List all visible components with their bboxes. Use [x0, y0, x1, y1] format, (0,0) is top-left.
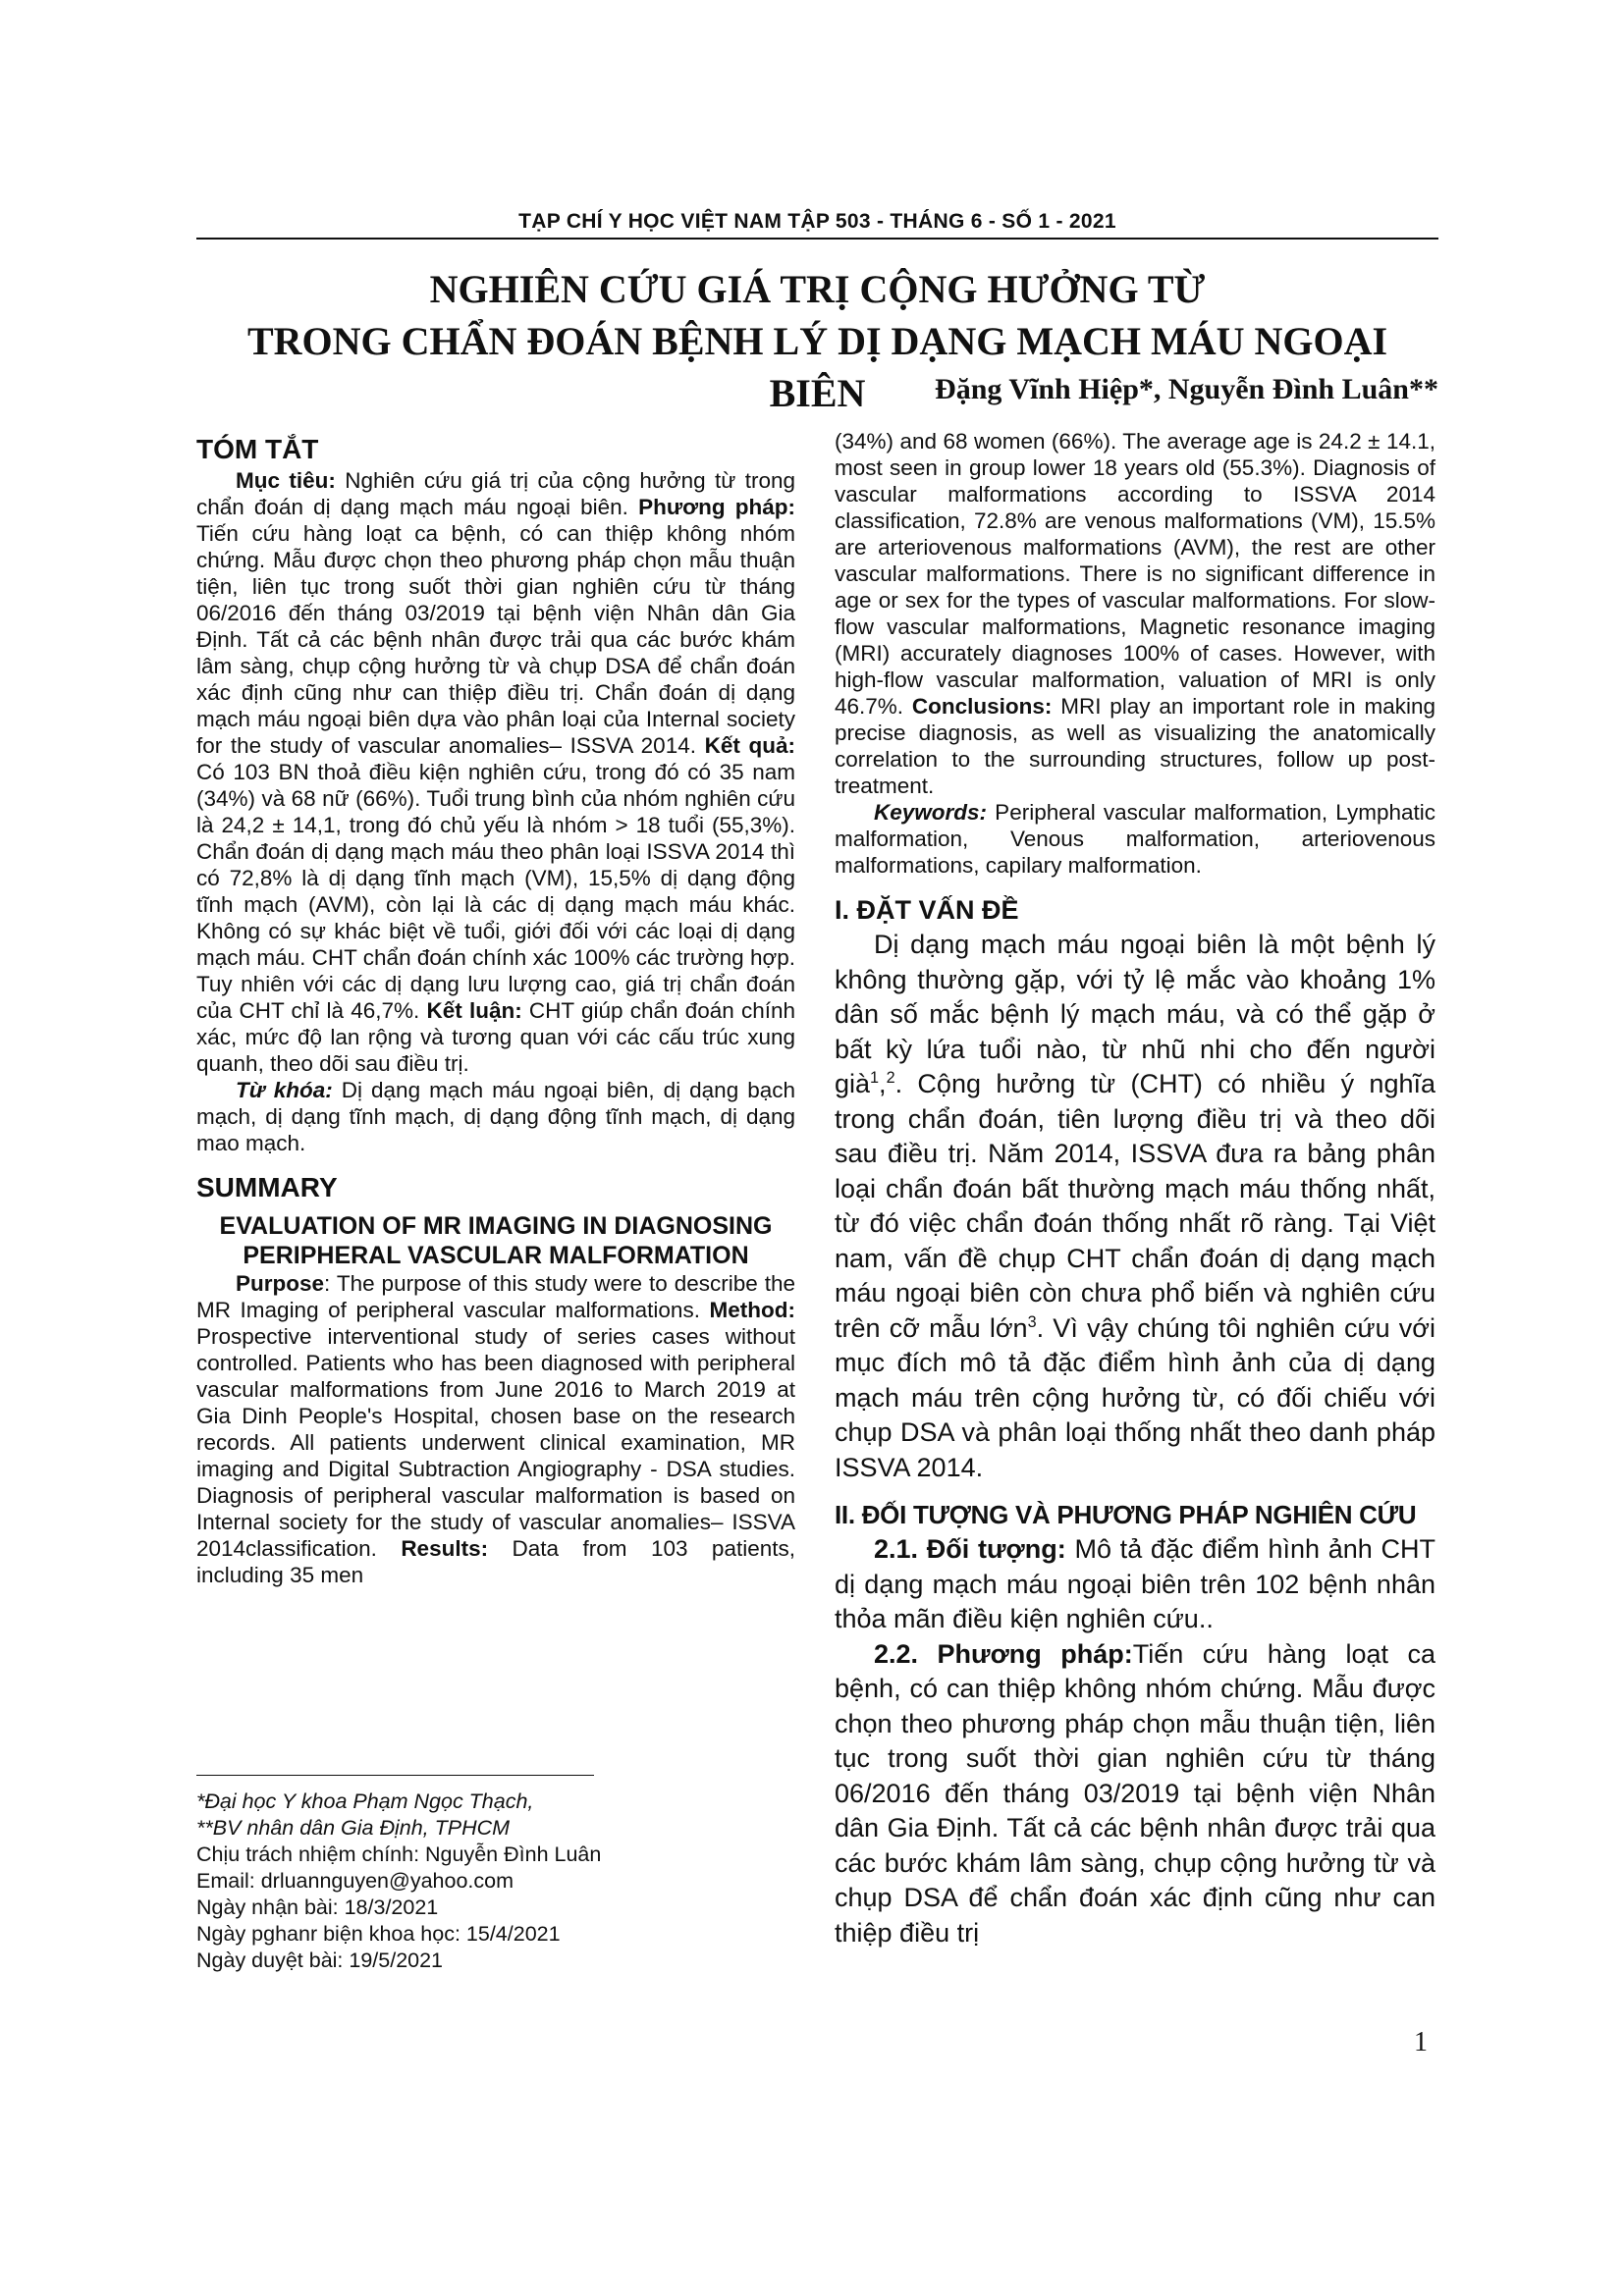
section-2-2-paragraph — [835, 1637, 1435, 1951]
conclusions-text: MRI play an important role in making precise diagnosis, as well as visualizing the anatomically correlation to the surrounding structures, follow up post- treatment. — [835, 694, 1435, 798]
method-label: Phương pháp: — [638, 495, 795, 519]
email: Email: drluannguyen@yahoo.com — [196, 1869, 514, 1893]
section-1-text-2: . Cộng hưởng từ (CHT) có nhiều ý nghĩa trong chẩn đoán, tiên lượng điều trị và theo dõi sau điều trị. Năm 2014, ISSVA đưa ra bảng phân loại chẩn đoán bất thường mạch máu thống nhất, từ đó việc chẩn đoán thống nhất rõ ràng. Tại Việt nam, vấn đề chụp CHT chẩn đoán dị dạng mạch máu ngoại biên còn chưa phổ biến và nghiên cứu trên cỡ mẫu lớn — [835, 1069, 1435, 1343]
method-en-label: Method: — [709, 1298, 795, 1322]
summary-title: EVALUATION OF MR IMAGING IN DIAGNOSING PERIPHERAL VASCULAR MALFORMATION — [219, 1212, 773, 1269]
results-en-text-2: (34%) and 68 women (66%). The average age is 24.2 ± 14.1, most seen in group lower 18 years old (55.3%). Diagnosis of vascular malformations according to ISSVA 2014 classification, 72.8% are venous malformations (VM), 15.5% are arteriovenous malformations (AVM), the rest are other vascular malformations. There is no significant difference in age or sex for the types of vascular malformations. For slow- flow vascular malformations, Magnetic resonance imaging (MRI) accurately diagnoses 100% of cases. However, with high-flow vascular malformation, valuation of MRI is only 46.7%. — [835, 429, 1435, 719]
title-line-2: TRONG CHẨN ĐOÁN BỆNH LÝ DỊ DẠNG MẠCH MÁU NGOẠI BIÊN — [246, 319, 1388, 415]
corresponding-author: Chịu trách nhiệm chính: Nguyễn Đình Luân — [196, 1842, 602, 1866]
objective-text: Nghiên cứu giá trị của cộng hưởng từ trong chẩn đoán dị dạng mạch máu ngoại biên. — [196, 468, 795, 519]
purpose-text: : The purpose of this study were to describe the MR Imaging of peripheral vascular malformations. — [196, 1271, 795, 1322]
objective-label: Mục tiêu: — [236, 468, 336, 493]
results-text: Có 103 BN thoả điều kiện nghiên cứu, trong đó có 35 nam (34%) và 68 nữ (66%). Tuổi trung bình của nhóm nghiên cứu là 24,2 ± 14,1, trong đó chủ yếu là nhóm > 18 tuổi (55,3%). Chẩn đoán dị dạng mạch máu theo phân loại ISSVA 2014 thì có 72,8% là dị dạng tĩnh mạch (VM), 15,5% dị dạng động tĩnh mạch (AVM), còn lại là các dị dạng mạch máu khác. Không có sự khác biệt về tuổi, giới đối với các loại dị dạng mạch máu. CHT chẩn đoán chính xác 100% các trường hợp. Tuy nhiên với các dị dạng lưu lượng cao, giá trị chẩn đoán của CHT chỉ là 46,7%. — [196, 760, 795, 1023]
keywords-vi — [196, 1077, 795, 1156]
abstract-vi-body — [196, 467, 795, 1077]
keywords-en-text: Peripheral vascular malformation, Lymphatic malformation, Venous malformation, arteriovenous malformations, capilary malformation. — [835, 800, 1435, 878]
summary-heading: SUMMARY — [196, 1172, 338, 1202]
abstract-en-continued — [835, 428, 1435, 799]
section-2-heading: II. ĐỐI TƯỢNG VÀ PHƯƠNG PHÁP NGHIÊN CỨU — [835, 1500, 1417, 1529]
conclusion-label: Kết luận: — [426, 998, 522, 1023]
affiliation-1: *Đại học Y khoa Phạm Ngọc Thạch, — [196, 1789, 534, 1813]
citation-2: 2 — [886, 1069, 895, 1087]
keywords-en-label: Keywords: — [874, 800, 988, 825]
footnotes — [196, 1789, 795, 1974]
section-1-text-1: Dị dạng mạch máu ngoại biên là một bệnh lý không thường gặp, với tỷ lệ mắc vào khoảng 1% dân số mắc bệnh lý mạch máu, và có thể gặp ở bất kỳ lứa tuổi nào, từ nhũ nhi cho đến người già — [835, 930, 1435, 1098]
section-2-1-text: Mô tả đặc điểm hình ảnh CHT dị dạng mạch máu ngoại biên trên 102 bệnh nhân thỏa mãn điều kiện nghiên cứu.. — [835, 1534, 1436, 1633]
section-1-paragraph — [835, 928, 1435, 1485]
method-en-text: Prospective interventional study of series cases without controlled. Patients who has been diagnosed with peripheral vascular malformations from June 2016 to March 2019 at Gia Dinh People's Hospital, chosen base on the research records. All patients underwent clinical examination, MR imaging and Digital Subtraction Angiography - DSA studies. Diagnosis of peripheral vascular malformation is based on Internal society for the study of vascular anomalies– ISSVA 2014classification. — [196, 1324, 795, 1561]
section-1-heading: I. ĐẶT VẤN ĐỀ — [835, 895, 1019, 925]
results-en-text-1: Data from 103 patients, including 35 men — [196, 1536, 795, 1587]
abstract-vi-heading: TÓM TẮT — [196, 434, 319, 464]
received-date: Ngày nhận bài: 18/3/2021 — [196, 1896, 439, 1919]
purpose-label: Purpose — [236, 1271, 325, 1296]
results-en-label: Results: — [401, 1536, 489, 1561]
accepted-date: Ngày duyệt bài: 19/5/2021 — [196, 1949, 444, 1972]
conclusion-text: CHT giúp chẩn đoán chính xác, mức độ lan rộng và tương quan với các cấu trúc xung quanh, theo dõi sau điều trị. — [196, 998, 795, 1076]
title-line-1: NGHIÊN CỨU GIÁ TRỊ CỘNG HƯỞNG TỪ — [429, 267, 1206, 311]
keywords-en — [835, 799, 1435, 879]
conclusions-label: Conclusions: — [911, 694, 1053, 719]
affiliation-2: **BV nhân dân Gia Định, TPHCM — [196, 1816, 511, 1840]
left-column — [196, 432, 795, 1588]
citation-1: 1 — [870, 1069, 880, 1087]
citation-separator: , — [879, 1069, 887, 1098]
section-1-text-3: . Vì vậy chúng tôi nghiên cứu với mục đích mô tả đặc điểm hình ảnh của dị dạng mạch máu trên cộng hưởng từ, có đối chiếu với chụp DSA và phân loại thống nhất theo danh pháp ISSVA 2014. — [835, 1312, 1436, 1482]
page-number: 1 — [1414, 2027, 1428, 2057]
right-column — [835, 428, 1435, 1950]
keywords-vi-text: Dị dạng mạch máu ngoại biên, dị dạng bạch mạch, dị dạng tĩnh mạch, dị dạng động tĩnh mạch, dị dạng mao mạch. — [196, 1078, 795, 1155]
footnote-rule — [196, 1775, 594, 1776]
section-2-1-paragraph — [835, 1532, 1435, 1637]
running-head: TẠP CHÍ Y HỌC VIỆT NAM TẬP 503 - THÁNG 6 - SỐ 1 - 2021 — [518, 210, 1116, 233]
header-rule — [196, 238, 1438, 240]
section-2-2-text: Tiến cứu hàng loạt ca bệnh, có can thiệp không nhóm chứng. Mẫu được chọn theo phương pháp chọn mẫu thuận tiện, liên tục trong suốt thời gian nghiên cứu từ tháng 06/2016 đến tháng 03/2019 tại bệnh viện Nhân dân Gia Định. Tất cả các bệnh nhân được trải qua các bước khám lâm sàng, chụp cộng hưởng từ và chụp DSA để chẩn đoán xác định cũng như can thiệp điều trị — [835, 1638, 1435, 1948]
method-text: Tiến cứu hàng loạt ca bệnh, có can thiệp không nhóm chứng. Mẫu được chọn theo phương pháp chọn mẫu thuận tiện, liên tục trong suốt thời gian nghiên cứu từ tháng 06/2016 đến tháng 03/2019 tại bệnh viện Nhân dân Gia Định. Tất cả các bệnh nhân được trải qua các bước khám lâm sàng, chụp cộng hưởng từ và chụp DSA để chẩn đoán xác định cũng như can thiệp điều trị. Chẩn đoán dị dạng mạch máu ngoại biên dựa vào phân loại của Internal society for the study of vascular anomalies– ISSVA 2014. — [196, 521, 795, 758]
results-label: Kết quả: — [704, 733, 795, 758]
keywords-vi-label: Từ khóa: — [236, 1078, 333, 1102]
citation-3: 3 — [1027, 1312, 1037, 1331]
section-2-2-label: 2.2. Phương pháp: — [874, 1638, 1133, 1669]
authors: Đặng Vĩnh Hiệp*, Nguyễn Đình Luân** — [935, 373, 1438, 405]
abstract-en-body — [196, 1270, 795, 1588]
review-date: Ngày pghanr biện khoa học: 15/4/2021 — [196, 1922, 561, 1946]
section-2-1-label: 2.1. Đối tượng: — [874, 1534, 1066, 1564]
